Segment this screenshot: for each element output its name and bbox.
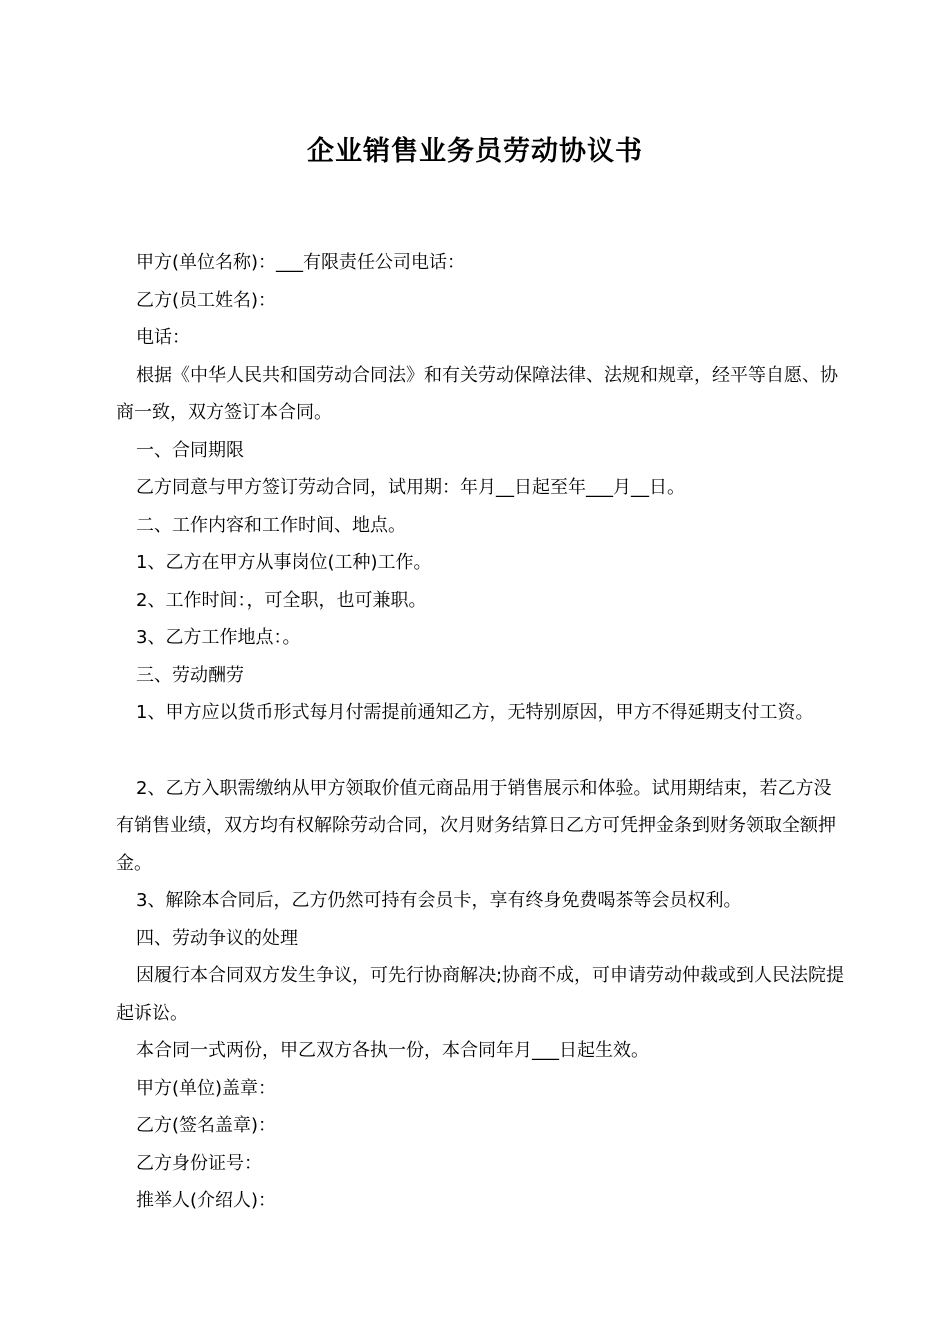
section-heading-work: 二、工作内容和工作时间、地点。 <box>136 514 406 536</box>
effective-paragraph: 本合同一式两份，甲乙双方各执一份，本合同年月___日起生效。 <box>136 1040 649 1061</box>
dispute-paragraph: 因履行本合同双方发生争议，可先行协商解决;协商不成，可申请劳动仲裁或到人民法院提起诉讼。 <box>116 965 845 1024</box>
work-item-1: 1、乙方在甲方从事岗位(工种)工作。 <box>136 552 432 573</box>
pay-item-1: 1、甲方应以货币形式每月付需提前通知乙方，无特别原因，甲方不得延期支付工资。 <box>136 702 814 723</box>
preamble-paragraph: 根据《中华人民共和国劳动合同法》和有关劳动保障法律、法规和规章，经平等自愿、协商一致，双方签订本合同。 <box>116 364 838 423</box>
phone-line: 电话： <box>136 327 190 348</box>
party-a-seal-line: 甲方(单位)盖章： <box>136 1077 277 1099</box>
blank-line <box>116 732 846 770</box>
pay-item-3: 3、解除本合同后，乙方仍然可持有会员卡，享有终身免费喝茶等会员权利。 <box>136 890 742 911</box>
work-item-2: 2、工作时间：，可全职，也可兼职。 <box>136 589 427 611</box>
referrer-line: 推举人(介绍人)： <box>136 1190 277 1211</box>
party-b-id-line: 乙方身份证号： <box>136 1152 262 1174</box>
party-a-line: 甲方(单位名称)：___有限责任公司电话： <box>136 252 466 273</box>
party-b-sign-line: 乙方(签名盖章)： <box>136 1115 277 1136</box>
section-heading-term: 一、合同期限 <box>136 439 244 461</box>
section-heading-dispute: 四、劳动争议的处理 <box>136 927 298 949</box>
probation-paragraph: 乙方同意与甲方签订劳动合同，试用期：年月__日起至年___月__日。 <box>136 477 685 498</box>
party-b-line: 乙方(员工姓名)： <box>136 289 277 311</box>
pay-item-2: 2、乙方入职需缴纳从甲方领取价值元商品用于销售展示和体验。试用期结束，若乙方没有销售业绩，双方均有权解除劳动合同，次月财务结算日乙方可凭押金条到财务领取全额押金。 <box>116 777 836 874</box>
work-item-3: 3、乙方工作地点：。 <box>136 627 301 648</box>
document-body <box>116 244 846 1220</box>
document-title: 企业销售业务员劳动协议书 <box>307 136 643 167</box>
section-heading-pay: 三、劳动酬劳 <box>136 664 244 686</box>
